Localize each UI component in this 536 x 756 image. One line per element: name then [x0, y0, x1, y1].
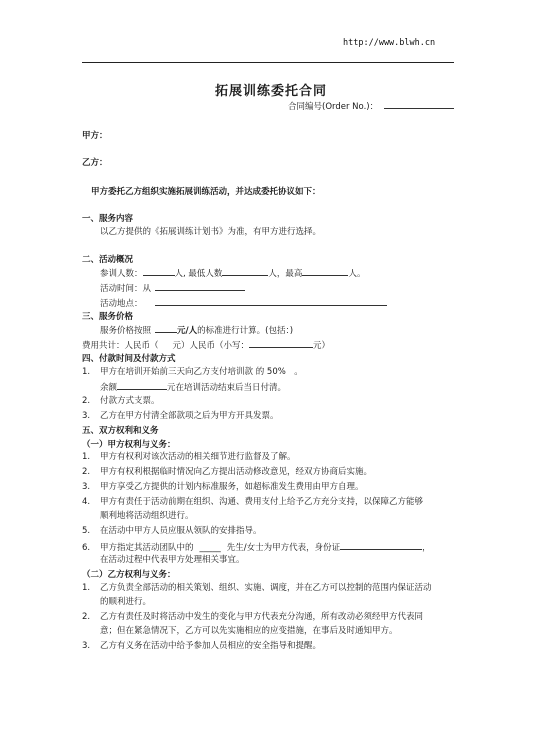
item-number: 2.: [82, 612, 91, 622]
price-blank: [155, 323, 177, 333]
party-b-label: 乙方：: [82, 158, 108, 168]
item-number: 3.: [82, 482, 91, 492]
payment-balance: [100, 380, 286, 394]
section-1-text: 以乙方提供的《拓展训练计划书》为准，有甲方进行选择。: [100, 227, 322, 237]
min-people-blank: [222, 266, 268, 276]
item-number: 1.: [82, 367, 91, 377]
item-text: 甲方有权利根据临时情况向乙方提出活动修改意见，经双方协商后实施。: [100, 467, 373, 477]
contract-number-blank: [384, 99, 454, 109]
party-b-item-2: [82, 611, 423, 623]
price-label: 服务价格按照: [100, 326, 152, 336]
party-a-item-5: [82, 525, 262, 537]
payment-item-3: [82, 410, 279, 422]
header-rule: [82, 62, 454, 63]
item-number: 2.: [82, 467, 91, 477]
party-a-item-2: [82, 466, 372, 478]
price-line: [100, 323, 293, 337]
item-number: 5.: [82, 526, 91, 536]
item-text: 在活动中甲方人员应服从领队的安排指导。: [100, 526, 262, 536]
balance-text: 元在培训活动结束后当日付清。: [167, 383, 287, 393]
intro-text: 甲方委托乙方组织实施拓展训练活动，并达成委托协议如下：: [91, 187, 321, 197]
page-title: 拓展训练委托合同: [215, 84, 328, 99]
section-3-heading: 三、服务价格: [82, 312, 134, 322]
total-line: [82, 338, 330, 352]
total-label: 费用共计：人民币（: [82, 341, 159, 351]
participants-line: [100, 266, 365, 280]
participants-label: 参训人数：: [100, 269, 143, 279]
activity-place-line: [100, 296, 387, 310]
price-unit: 元/人: [177, 326, 198, 336]
section-2-heading: 二、活动概况: [82, 255, 134, 265]
item-text: 甲方指定其活动团队中的: [100, 543, 194, 553]
party-b-item-1: [82, 582, 432, 594]
item-number: 2.: [82, 396, 91, 406]
party-a-item-4-cont: 顺利地将活动组织进行。: [100, 511, 194, 521]
party-a-item-6: [82, 540, 431, 554]
section-4-heading: 四、付款时间及付款方式: [82, 354, 176, 364]
item-end: ，: [422, 543, 431, 553]
participants-blank: [143, 266, 175, 276]
item-number: 3.: [82, 641, 91, 651]
party-b-rights-heading: （二）乙方权利与义务：: [82, 570, 176, 580]
min-people-label: 人, 最低人数: [174, 269, 223, 279]
party-b-item-3: [82, 640, 321, 652]
party-b-item-1-cont: 的顺利进行。: [100, 597, 152, 607]
item-text: 甲方有权利对该次活动的相关细节进行监督及了解。: [100, 452, 296, 462]
item-text: 付款方式支票。: [100, 396, 160, 406]
activity-time-label: 活动时间：从: [100, 284, 152, 294]
item-text: 乙方有义务在活动中给予参加人员相应的安全指导和提醒。: [100, 641, 322, 651]
item-number: 3.: [82, 411, 91, 421]
item-text: 甲方有责任于活动前期在组织、沟通、费用支付上给予乙方充分支持，以保障乙方能够: [100, 497, 424, 507]
contract-number-label: 合同编号(Order No.)：: [288, 102, 379, 112]
balance-blank: [117, 380, 167, 390]
max-people-label: 人，最高: [268, 269, 303, 279]
section-5-heading: 五、双方权利和义务: [82, 426, 159, 436]
total-end-label: 元）: [313, 341, 331, 351]
party-b-item-2-cont: 意；但在紧急情况下，乙方可以先实施相应的应变措施，在事后及时通知甲方。: [100, 626, 398, 636]
payment-item-1: [82, 366, 303, 378]
party-a-rights-heading: （一）甲方权利与义务：: [82, 440, 176, 450]
item-text: 乙方有责任及时将活动中发生的变化与甲方代表充分沟通，所有改动必须经甲方代表同: [100, 612, 424, 622]
activity-time-line: [100, 281, 245, 295]
party-a-item-1: [82, 451, 296, 463]
representative-text: 先生/女士为甲方代表，身份证: [226, 543, 341, 553]
item-text: 乙方在甲方付清全部款项之后为甲方开具发票。: [100, 411, 279, 421]
item-number: 1.: [82, 452, 91, 462]
header-url: http://www.blwh.cn: [343, 38, 436, 48]
section-1-heading: 一、服务内容: [82, 214, 134, 224]
representative-blank: _____: [199, 543, 221, 553]
total-mid-label: 元）人民币（小写：: [172, 341, 250, 351]
party-a-item-4: [82, 496, 423, 508]
activity-place-label: 活动地点：: [100, 299, 143, 309]
item-text: 甲方在培训开始前三天向乙方支付培训款 的 50% 。: [100, 367, 303, 377]
price-standard: 的标准进行计算。(包括：): [197, 326, 294, 336]
item-number: 4.: [82, 497, 91, 507]
item-number: 6.: [82, 543, 91, 553]
party-a-item-6-cont: 在活动过程中代表甲方处理相关事宜。: [100, 555, 245, 565]
item-text: 甲方享受乙方提供的计划内标准服务，如超标准发生费用由甲方自理。: [100, 482, 364, 492]
party-a-label: 甲方：: [82, 131, 108, 141]
item-number: 1.: [82, 583, 91, 593]
activity-place-blank: [155, 296, 387, 306]
balance-label: 余额: [100, 383, 118, 393]
contract-number: [288, 99, 454, 112]
total-lower-blank: [249, 338, 313, 348]
item-text: 乙方负责全部活动的相关策划、组织、实施、调度，并在乙方可以控制的范围内保证活动: [100, 583, 432, 593]
people-unit: 人。: [348, 269, 366, 279]
party-a-item-3: [82, 481, 364, 493]
payment-item-2: [82, 395, 160, 407]
id-number-blank: [340, 540, 422, 550]
activity-time-blank: [155, 281, 245, 291]
max-people-blank: [302, 266, 348, 276]
